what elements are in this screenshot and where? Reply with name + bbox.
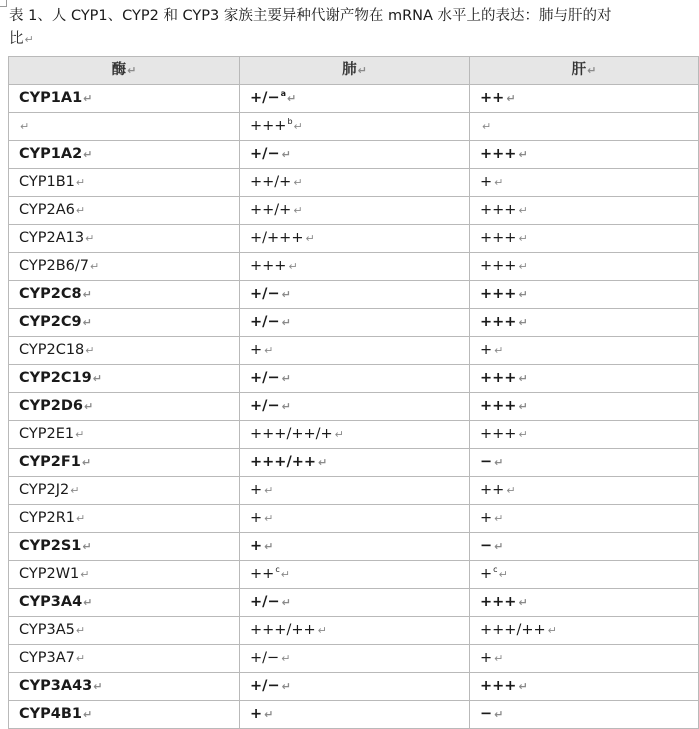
paragraph-mark-icon: ↵ [75, 176, 86, 189]
table-row [9, 533, 699, 561]
paragraph-mark-icon: ↵ [24, 33, 34, 46]
enzyme-cell: CYP1A1↵ [9, 85, 240, 113]
paragraph-mark-icon: ↵ [82, 288, 92, 301]
paragraph-mark-icon: ↵ [287, 92, 297, 105]
paragraph-mark-icon: ↵ [494, 512, 504, 525]
table-row [9, 197, 699, 225]
paragraph-mark-icon: ↵ [281, 652, 291, 665]
paragraph-mark-icon: ↵ [494, 652, 504, 665]
table-row [9, 421, 699, 449]
paragraph-mark-icon: ↵ [518, 372, 528, 385]
paragraph-mark-icon: ↵ [264, 512, 274, 525]
liver-cell: +++ ↵ [470, 421, 699, 449]
liver-cell: +++ ↵ [470, 253, 699, 281]
table-row [9, 561, 699, 589]
lung-cell: + ↵ [240, 533, 470, 561]
liver-cell: +++ ↵ [470, 225, 699, 253]
paragraph-mark-icon: ↵ [20, 120, 30, 133]
liver-cell: ++ ↵ [470, 477, 699, 505]
lung-cell: +++$^b$↵ [240, 113, 470, 141]
liver-cell: +++ ↵ [470, 589, 699, 617]
paragraph-mark-icon: ↵ [494, 344, 504, 357]
paragraph-mark-icon: ↵ [506, 92, 516, 105]
liver-cell: +++ ↵ [470, 365, 699, 393]
paragraph-mark-icon: ↵ [83, 596, 93, 609]
paragraph-mark-icon: ↵ [281, 288, 291, 301]
table-caption [9, 5, 699, 51]
caption-line-1: 表 1、人 CYP1、CYP2 和 CYP3 家族主要异种代谢产物在 mRNA 水平上的表达：肺与肝的对 [9, 8, 612, 24]
liver-cell: + ↵ [470, 505, 699, 533]
enzyme-cell: CYP2R1↵ [9, 505, 240, 533]
paragraph-mark-icon: ↵ [518, 680, 528, 693]
paragraph-mark-icon: ↵ [80, 568, 90, 581]
footnote-marker: c [493, 565, 498, 574]
paragraph-mark-icon: ↵ [518, 288, 528, 301]
enzyme-cell [9, 113, 240, 141]
paragraph-mark-icon: ↵ [498, 568, 508, 581]
enzyme-cell: CYP3A7↵ [9, 645, 240, 673]
lung-cell: + ↵ [240, 505, 470, 533]
liver-cell: + ↵ [470, 645, 699, 673]
enzyme-cell: CYP2A13↵ [9, 225, 240, 253]
table-row [9, 85, 699, 113]
table-row [9, 477, 699, 505]
paragraph-mark-icon: ↵ [506, 484, 516, 497]
enzyme-cell: CYP4B1↵ [9, 701, 240, 729]
paragraph-mark-icon: ↵ [281, 400, 291, 413]
liver-cell: +$^c$↵ [470, 561, 699, 589]
paragraph-mark-icon: ↵ [76, 512, 86, 525]
footnote-marker: c [275, 565, 280, 574]
table-row [9, 645, 699, 673]
table-row [9, 141, 699, 169]
footnote-marker: a [280, 89, 287, 98]
lung-cell: +++/++ ↵ [240, 617, 470, 645]
paragraph-mark-icon: ↵ [83, 92, 93, 105]
paragraph-mark-icon: ↵ [83, 400, 94, 413]
table-row [9, 337, 699, 365]
paragraph-mark-icon: ↵ [305, 232, 315, 245]
paragraph-mark-icon: ↵ [89, 260, 100, 273]
corner-crop-mark [0, 0, 7, 7]
table-row [9, 617, 699, 645]
enzyme-cell: CYP2C19↵ [9, 365, 240, 393]
paragraph-mark-icon: ↵ [264, 708, 274, 721]
paragraph-mark-icon: ↵ [93, 680, 103, 693]
paragraph-mark-icon: ↵ [83, 148, 93, 161]
paragraph-mark-icon: ↵ [70, 484, 80, 497]
enzyme-cell: CYP2A6↵ [9, 197, 240, 225]
table-row [9, 589, 699, 617]
paragraph-mark-icon: ↵ [288, 260, 298, 273]
table-row [9, 309, 699, 337]
paragraph-mark-icon: ↵ [75, 624, 86, 637]
lung-cell: +/−$^a$↵ [240, 85, 470, 113]
enzyme-cell: CYP2C9↵ [9, 309, 240, 337]
enzyme-cell: CYP2C8↵ [9, 281, 240, 309]
enzyme-cell: CYP3A5↵ [9, 617, 240, 645]
paragraph-mark-icon: ↵ [264, 344, 274, 357]
paragraph-mark-icon: ↵ [293, 120, 303, 133]
lung-cell: +++/++/+ ↵ [240, 421, 470, 449]
table-row [9, 365, 699, 393]
lung-cell: ++/+ ↵ [240, 197, 470, 225]
table-row [9, 169, 699, 197]
paragraph-mark-icon: ↵ [518, 316, 528, 329]
enzyme-cell: CYP2D6↵ [9, 393, 240, 421]
paragraph-mark-icon: ↵ [264, 540, 274, 553]
liver-cell: +++ ↵ [470, 141, 699, 169]
liver-cell: +++/++ ↵ [470, 617, 699, 645]
table-row [9, 449, 699, 477]
enzyme-cell: CYP2B6/7↵ [9, 253, 240, 281]
enzyme-cell: CYP3A43↵ [9, 673, 240, 701]
lung-cell: +/− ↵ [240, 141, 470, 169]
expression-table [8, 56, 699, 729]
liver-cell: +++ ↵ [470, 673, 699, 701]
header-liver: 肝↵ [470, 57, 699, 85]
table-row [9, 113, 699, 141]
enzyme-cell: CYP1A2↵ [9, 141, 240, 169]
liver-cell: +++ ↵ [470, 309, 699, 337]
paragraph-mark-icon: ↵ [264, 484, 274, 497]
lung-cell: +/− ↵ [240, 673, 470, 701]
enzyme-cell: CYP1B1↵ [9, 169, 240, 197]
paragraph-mark-icon: ↵ [281, 596, 291, 609]
paragraph-mark-icon: ↵ [75, 428, 85, 441]
paragraph-mark-icon: ↵ [494, 456, 504, 469]
table-row [9, 673, 699, 701]
lung-cell: +/+++ ↵ [240, 225, 470, 253]
lung-cell: +/− ↵ [240, 393, 470, 421]
paragraph-mark-icon: ↵ [281, 148, 291, 161]
paragraph-mark-icon: ↵ [318, 456, 328, 469]
paragraph-mark-icon: ↵ [494, 708, 504, 721]
liver-cell: − ↵ [470, 449, 699, 477]
paragraph-mark-icon: ↵ [482, 120, 492, 133]
paragraph-mark-icon: ↵ [82, 316, 92, 329]
liver-cell: − ↵ [470, 701, 699, 729]
footnote-marker: b [287, 117, 293, 126]
paragraph-mark-icon: ↵ [81, 456, 92, 469]
paragraph-mark-icon: ↵ [75, 652, 86, 665]
enzyme-cell: CYP2C18↵ [9, 337, 240, 365]
enzyme-cell: CYP3A4↵ [9, 589, 240, 617]
enzyme-cell: CYP2W1↵ [9, 561, 240, 589]
liver-cell: +++ ↵ [470, 393, 699, 421]
paragraph-mark-icon: ↵ [518, 204, 528, 217]
paragraph-mark-icon: ↵ [518, 596, 528, 609]
table-row [9, 505, 699, 533]
caption-line-2: 比 [9, 31, 24, 47]
paragraph-mark-icon: ↵ [317, 624, 327, 637]
paragraph-mark-icon: ↵ [85, 344, 95, 357]
enzyme-cell: CYP2E1↵ [9, 421, 240, 449]
enzyme-cell: CYP2J2↵ [9, 477, 240, 505]
header-lung: 肺↵ [240, 57, 470, 85]
lung-cell: +/− ↵ [240, 309, 470, 337]
lung-cell: + ↵ [240, 477, 470, 505]
paragraph-mark-icon: ↵ [281, 316, 291, 329]
paragraph-mark-icon: ↵ [82, 540, 92, 553]
paragraph-mark-icon: ↵ [280, 568, 290, 581]
table-body [9, 85, 699, 729]
lung-cell: ++/+ ↵ [240, 169, 470, 197]
paragraph-mark-icon: ↵ [518, 148, 528, 161]
table-row [9, 281, 699, 309]
paragraph-mark-icon: ↵ [83, 708, 93, 721]
lung-cell: +++/++ ↵ [240, 449, 470, 477]
lung-cell: +++ ↵ [240, 253, 470, 281]
paragraph-mark-icon: ↵ [281, 680, 291, 693]
lung-cell: +/− ↵ [240, 281, 470, 309]
paragraph-mark-icon: ↵ [518, 260, 528, 273]
liver-cell: +++ ↵ [470, 281, 699, 309]
liver-cell: − ↵ [470, 533, 699, 561]
liver-cell: + ↵ [470, 169, 699, 197]
paragraph-mark-icon: ↵ [281, 372, 291, 385]
lung-cell: ++$^c$↵ [240, 561, 470, 589]
paragraph-mark-icon: ↵ [547, 624, 557, 637]
lung-cell: +/− ↵ [240, 365, 470, 393]
liver-cell: ++ ↵ [470, 85, 699, 113]
liver-cell: + ↵ [470, 337, 699, 365]
paragraph-mark-icon: ↵ [85, 232, 95, 245]
table-row [9, 225, 699, 253]
lung-cell: + ↵ [240, 701, 470, 729]
paragraph-mark-icon: ↵ [494, 176, 504, 189]
paragraph-mark-icon: ↵ [293, 204, 303, 217]
liver-cell [470, 113, 699, 141]
header-enzyme: 酶↵ [9, 57, 240, 85]
paragraph-mark-icon: ↵ [293, 176, 303, 189]
paragraph-mark-icon: ↵ [518, 232, 528, 245]
paragraph-mark-icon: ↵ [494, 540, 504, 553]
paragraph-mark-icon: ↵ [518, 400, 528, 413]
lung-cell: +/− ↵ [240, 589, 470, 617]
table-row [9, 393, 699, 421]
table-row [9, 253, 699, 281]
lung-cell: +/− ↵ [240, 645, 470, 673]
table-row [9, 701, 699, 729]
liver-cell: +++ ↵ [470, 197, 699, 225]
enzyme-cell: CYP2F1↵ [9, 449, 240, 477]
enzyme-cell: CYP2S1↵ [9, 533, 240, 561]
lung-cell: + ↵ [240, 337, 470, 365]
paragraph-mark-icon: ↵ [92, 372, 102, 385]
paragraph-mark-icon: ↵ [334, 428, 344, 441]
paragraph-mark-icon: ↵ [75, 204, 86, 217]
paragraph-mark-icon: ↵ [518, 428, 528, 441]
header-row [9, 57, 699, 85]
